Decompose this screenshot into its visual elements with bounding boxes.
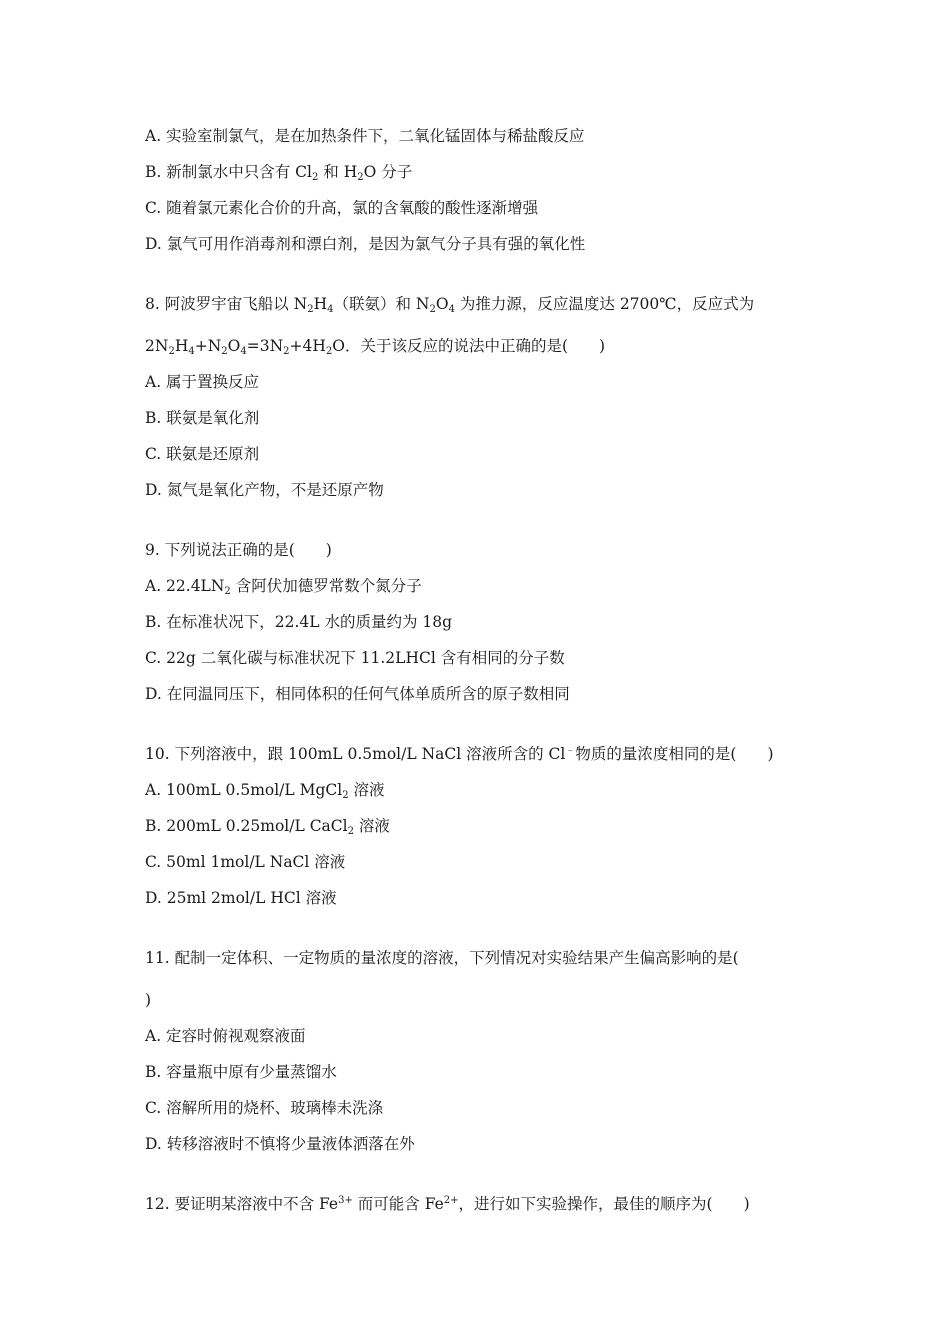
q11-option-d: D. 转移溶液时不慎将少量液体洒落在外 [145,1135,415,1153]
q11-option-b: B. 容量瓶中原有少量蒸馏水 [145,1063,337,1081]
q8-stem-line2: $2N_2H_4+N_2O_4=3N_2+4H_2O$．关于该反应的说法中正确的是( ) [145,337,606,357]
q7-option-a: A. 实验室制氯气，是在加热条件下，二氧化锰固体与稀盐酸反应 [145,127,585,145]
q9-option-a: A. $22.4LN_2$ 含阿伏加德罗常数个氮分子 [145,577,422,597]
q8-option-a: A. 属于置换反应 [145,373,260,391]
q12-stem: 12. 要证明某溶液中不含 $Fe^{3+}$ 而可能含 $Fe^{2+}$，进行如下实验操作，最佳的顺序为( ) [145,1195,750,1213]
q10-option-b: B. 200mL 0.25mol/L CaCl$_2$ 溶液 [145,817,390,837]
q9-option-c: C. 22g 二氧化碳与标准状况下 11.2LHCl 含有相同的分子数 [145,649,565,667]
q9-option-b: B. 在标准状况下，22.4L 水的质量约为 18g [145,613,453,631]
q8-option-c: C. 联氨是还原剂 [145,445,260,463]
q7-option-b: B. 新制氯水中只含有 $Cl_2$ 和 $H_2O$ 分子 [145,163,413,183]
q8-stem-line1: 8. 阿波罗宇宙飞船以 $N_2H_4$（联氨）和 $N_2O_4$ 为推力源，反应温度达 2700℃，反应式为 [145,295,755,315]
q11-option-a: A. 定容时俯视观察液面 [145,1027,306,1045]
q10-option-a: A. 100mL 0.5mol/L MgCl$_2$ 溶液 [145,781,385,801]
q10-option-d: D. 25ml 2mol/L HCl 溶液 [145,889,337,907]
q11-stem: 11. 配制一定体积、一定物质的量浓度的溶液，下列情况对实验结果产生偏高影响的是( [145,949,739,967]
q7-option-c: C. 随着氯元素化合价的升高，氯的含氧酸的酸性逐渐增强 [145,199,539,217]
q11-stem-continued: ) [145,991,152,1009]
q9-option-d: D. 在同温同压下，相同体积的任何气体单质所含的原子数相同 [145,685,570,703]
q8-option-d: D. 氮气是氧化产物，不是还原产物 [145,481,384,499]
q8-option-b: B. 联氨是氧化剂 [145,409,260,427]
q7-option-d: D. 氯气可用作消毒剂和漂白剂，是因为氯气分子具有强的氧化性 [145,235,586,253]
q10-stem: 10. 下列溶液中，跟 100mL 0.5mol/L NaCl 溶液所含的 Cl﹣物质的量浓度相同的是( ) [145,745,774,763]
q9-stem: 9. 下列说法正确的是( ) [145,541,332,559]
q10-option-c: C. 50ml 1mol/L NaCl 溶液 [145,853,346,871]
q11-option-c: C. 溶解所用的烧杯、玻璃棒未洗涤 [145,1099,384,1117]
